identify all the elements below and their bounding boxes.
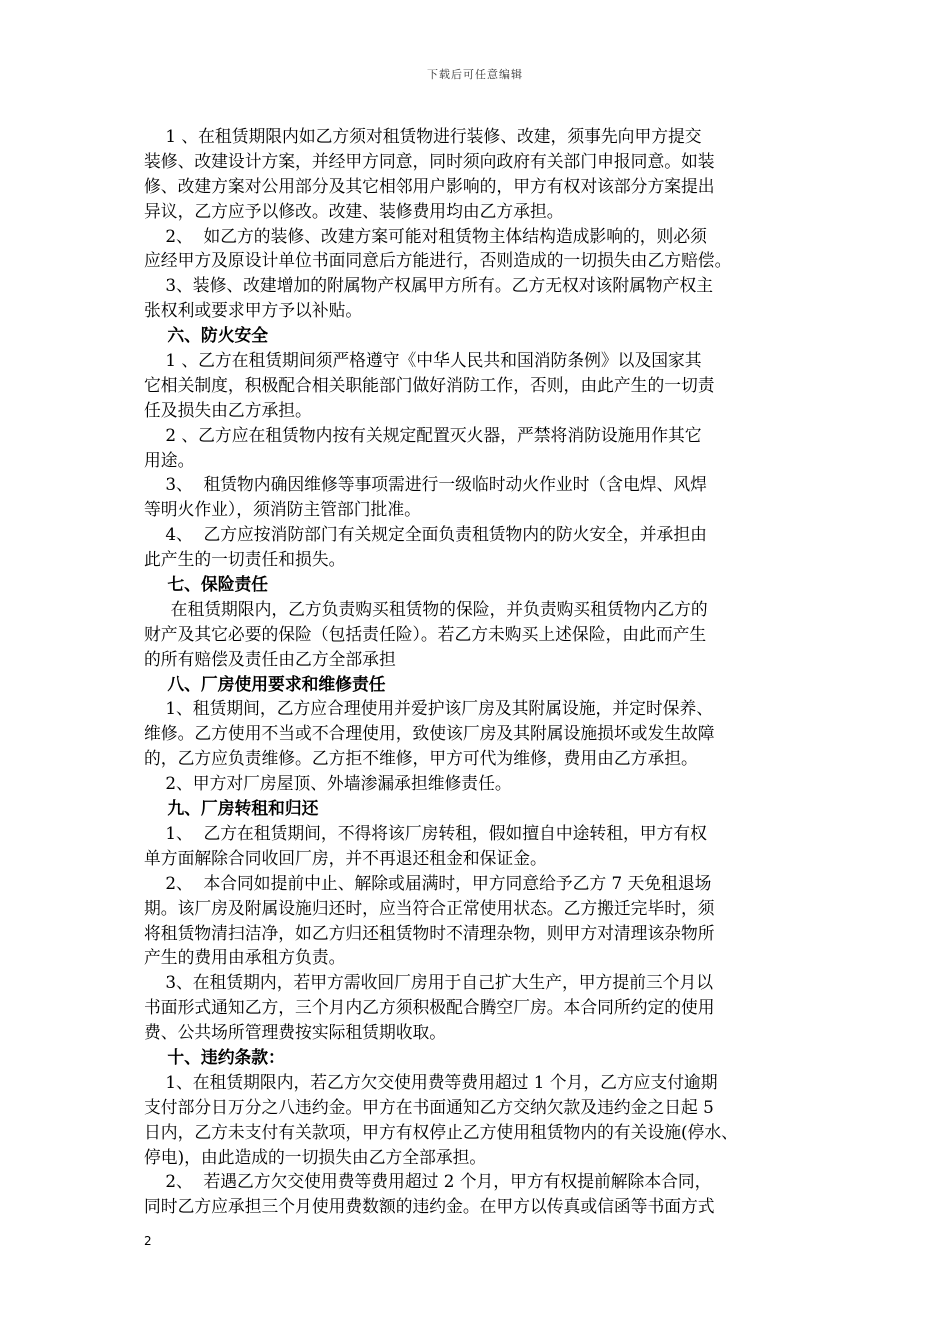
text-line: 用途。 [144, 449, 195, 470]
text-line: 的所有赔偿及责任由乙方全部承担 [144, 648, 396, 669]
section-heading: 六、防火安全 [144, 325, 269, 346]
section-heading: 八、厂房使用要求和维修责任 [144, 673, 386, 694]
text-line: 异议，乙方应予以修改。改建、装修费用均由乙方承担。 [144, 200, 564, 221]
section-heading: 七、保险责任 [144, 574, 269, 595]
text-line: 停电)，由此造成的一切损失由乙方全部承担。 [144, 1146, 487, 1167]
text-line: 在租赁期限内，乙方负责购买租赁物的保险，并负责购买租赁物内乙方的 [144, 598, 708, 619]
text-line: 1 、乙方在租赁期间须严格遵守《中华人民共和国消防条例》以及国家其 [144, 350, 702, 371]
text-line: 此产生的一切责任和损失。 [144, 549, 346, 570]
text-line: 期。该厂房及附属设施归还时，应当符合正常使用状态。乙方搬迁完毕时，须 [144, 897, 715, 918]
text-line: 1 、在租赁期限内如乙方须对租赁物进行装修、改建，须事先向甲方提交 [144, 126, 702, 146]
text-line: 2 、乙方应在租赁物内按有关规定配置灭火器，严禁将消防设施用作其它 [144, 424, 702, 445]
text-line: 2、甲方对厂房屋顶、外墙渗漏承担维修责任。 [144, 773, 512, 794]
text-line: 修、改建方案对公用部分及其它相邻用户影响的，甲方有权对该部分方案提出 [144, 175, 715, 196]
text-line: 单方面解除合同收回厂房，并不再退还租金和保证金。 [144, 847, 547, 868]
text-line: 任及损失由乙方承担。 [144, 399, 312, 420]
text-line: 同时乙方应承担三个月使用费数额的违约金。在甲方以传真或信函等书面方式 [144, 1196, 715, 1217]
section-heading: 九、厂房转租和归还 [144, 798, 319, 819]
text-line: 张权利或要求甲方予以补贴。 [144, 300, 363, 321]
text-line: 1、 乙方在租赁期间，不得将该厂房转租，假如擅自中途转租，甲方有权 [144, 822, 707, 843]
text-line: 2、 本合同如提前中止、解除或届满时，甲方同意给予乙方 7 天免租退场 [144, 872, 712, 893]
document-body [144, 124, 808, 1219]
text-line: 它相关制度，积极配合相关职能部门做好消防工作，否则，由此产生的一切责 [144, 374, 715, 395]
text-line: 应经甲方及原设计单位书面同意后方能进行，否则造成的一切损失由乙方赔偿。 [144, 250, 732, 271]
text-line: 3、装修、改建增加的附属物产权属甲方所有。乙方无权对该附属物产权主 [144, 275, 714, 296]
text-line: 2、 若遇乙方欠交使用费等费用超过 2 个月，甲方有权提前解除本合同， [144, 1171, 712, 1192]
text-line: 日内，乙方未支付有关款项，甲方有权停止乙方使用租赁物内的有关设施(停水、 [144, 1121, 738, 1142]
text-line: 1、租赁期间，乙方应合理使用并爱护该厂房及其附属设施，并定时保养、 [144, 698, 714, 719]
text-line: 的，乙方应负责维修。乙方拒不维修，甲方可代为维修，费用由乙方承担。 [144, 748, 698, 769]
text-line: 支付部分日万分之八违约金。甲方在书面通知乙方交纳欠款及违约金之日起 5 [144, 1096, 714, 1117]
text-line: 3、在租赁期内，若甲方需收回厂房用于自己扩大生产，甲方提前三个月以 [144, 972, 714, 993]
text-line: 产生的费用由承租方负责。 [144, 947, 346, 968]
text-line: 维修。乙方使用不当或不合理使用，致使该厂房及其附属设施损坏或发生故障 [144, 723, 715, 744]
text-line: 书面形式通知乙方，三个月内乙方须积极配合腾空厂房。本合同所约定的使用 [144, 997, 715, 1018]
text-line: 4、 乙方应按消防部门有关规定全面负责租赁物内的防火安全，并承担由 [144, 524, 707, 545]
page-header: 下载后可任意编辑 [427, 68, 523, 81]
section-heading: 十、违约条款： [144, 1046, 285, 1067]
text-line: 3、 租赁物内确因维修等事项需进行一级临时动火作业时（含电焊、风焊 [144, 474, 707, 495]
text-line: 等明火作业），须消防主管部门批准。 [144, 499, 421, 520]
page-number: 2 [144, 1234, 152, 1248]
text-line: 装修、改建设计方案，并经甲方同意，同时须向政府有关部门申报同意。如装 [144, 150, 715, 171]
text-line: 费、公共场所管理费按实际租赁期收取。 [144, 1022, 447, 1043]
text-line: 财产及其它必要的保险（包括责任险）。若乙方未购买上述保险，由此而产生 [144, 623, 707, 644]
text-line: 2、 如乙方的装修、改建方案可能对租赁物主体结构造成影响的，则必须 [144, 225, 707, 246]
text-line: 将租赁物清扫洁净，如乙方归还租赁物时不清理杂物，则甲方对清理该杂物所 [144, 922, 715, 943]
text-line: 1、在租赁期限内，若乙方欠交使用费等费用超过 1 个月，乙方应支付逾期 [144, 1071, 718, 1092]
